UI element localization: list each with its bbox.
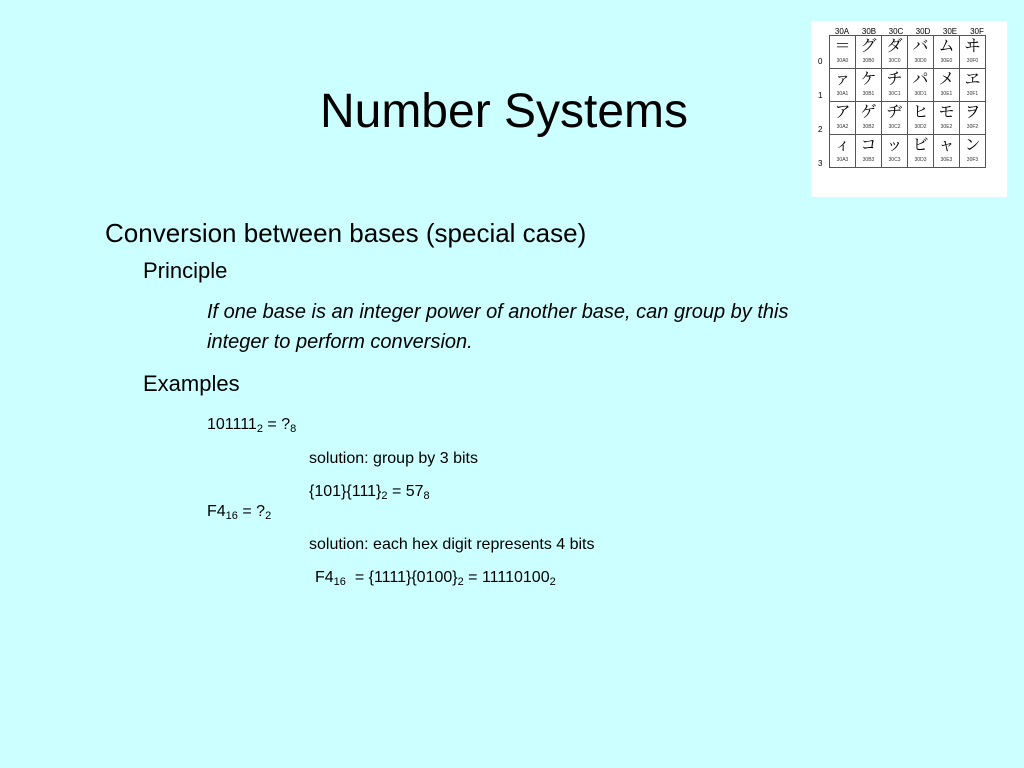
chart-cell	[830, 69, 856, 102]
example2-groups: = {1111}{0100}	[345, 569, 458, 586]
code-point: 30A2	[836, 124, 849, 130]
example1-answer-base: 8	[423, 490, 430, 502]
chart-cell	[882, 135, 908, 168]
code-point: 30A3	[836, 157, 849, 163]
code-point: 30C3	[888, 157, 901, 163]
code-point: 30B0	[862, 58, 875, 64]
chart-cell	[908, 102, 934, 135]
chart-cell	[908, 36, 934, 69]
chart-cell	[934, 36, 960, 69]
example1-equals: = ?	[262, 416, 291, 433]
katakana-glyph: ャ	[938, 137, 955, 154]
principle-text: If one base is an integer power of another base, can group by this integer to perform conversion.	[207, 301, 789, 353]
column-header: 30B	[861, 27, 877, 36]
chart-row	[830, 69, 986, 102]
katakana-glyph: ケ	[860, 71, 877, 88]
katakana-glyph: チ	[886, 71, 903, 88]
row-header: 0	[818, 57, 823, 66]
example2-groups-base: 2	[457, 576, 464, 588]
example1-solution: solution: group by 3 bits	[309, 450, 478, 467]
example2-equals: = ?	[237, 503, 266, 520]
katakana-glyph: パ	[912, 71, 929, 88]
example1-groups: {101}{111}	[309, 483, 382, 500]
section-heading: Conversion between bases (special case)	[105, 218, 587, 248]
chart-cell	[856, 69, 882, 102]
chart-cell	[856, 135, 882, 168]
code-point: 30F1	[966, 91, 979, 97]
chart-cell	[856, 36, 882, 69]
column-header: 30E	[942, 27, 958, 36]
column-header: 30F	[970, 27, 984, 36]
katakana-glyph: ヲ	[964, 104, 981, 121]
katakana-glyph: ィ	[834, 137, 851, 154]
katakana-glyph: バ	[912, 38, 929, 55]
example1-question	[207, 416, 296, 434]
example1-number: 101111	[207, 416, 257, 433]
code-point: 30E3	[940, 157, 953, 163]
katakana-glyph: ヰ	[964, 38, 981, 55]
example2-answer: = 11110100	[463, 569, 550, 586]
code-point: 30A0	[836, 58, 849, 64]
katakana-glyph: ヒ	[912, 104, 929, 121]
code-point: 30A1	[836, 91, 849, 97]
chart-cell	[882, 69, 908, 102]
chart-cell	[830, 36, 856, 69]
katakana-glyph: ン	[964, 137, 981, 154]
example1-answer: = 57	[387, 483, 424, 500]
column-header: 30D	[915, 27, 931, 36]
katakana-glyph: ＝	[834, 38, 851, 55]
code-point: 30B3	[862, 157, 875, 163]
example2-hex-base: 16	[333, 576, 346, 588]
code-point: 30F3	[966, 157, 979, 163]
chart-cell	[908, 135, 934, 168]
column-header: 30A	[834, 27, 850, 36]
example1-groups-base: 2	[381, 490, 388, 502]
katakana-glyph: ヱ	[964, 71, 981, 88]
example2-question	[207, 503, 271, 521]
example2-result	[315, 569, 556, 587]
chart-cell	[934, 69, 960, 102]
katakana-glyph: ダ	[886, 38, 903, 55]
chart-cell	[882, 102, 908, 135]
katakana-glyph: ゲ	[860, 104, 877, 121]
katakana-glyph: ァ	[834, 71, 851, 88]
chart-cell	[960, 69, 986, 102]
katakana-glyph: ッ	[886, 137, 903, 154]
code-point: 30C2	[888, 124, 901, 130]
code-point: 30E1	[940, 91, 953, 97]
code-point: 30E0	[940, 58, 953, 64]
code-point: 30C1	[888, 91, 901, 97]
code-point: 30F0	[966, 58, 979, 64]
row-header: 3	[818, 159, 823, 168]
chart-cell	[960, 36, 986, 69]
code-point: 30D0	[914, 58, 927, 64]
chart-grid	[829, 35, 986, 168]
example1-target-base: 8	[290, 423, 297, 435]
principle-label: Principle	[143, 258, 228, 283]
chart-row	[830, 135, 986, 168]
example2-number: F4	[207, 503, 226, 520]
column-header: 30C	[888, 27, 904, 36]
code-point: 30D2	[914, 124, 927, 130]
code-point: 30C0	[888, 58, 901, 64]
example2-base: 16	[225, 510, 238, 522]
chart-row	[830, 102, 986, 135]
chart-cell	[908, 69, 934, 102]
example2-solution: solution: each hex digit represents 4 bits	[309, 536, 595, 553]
katakana-glyph: ア	[834, 104, 851, 121]
katakana-glyph: ム	[938, 38, 955, 55]
code-point: 30F2	[966, 124, 979, 130]
katakana-glyph: モ	[938, 104, 955, 121]
row-header: 2	[818, 125, 823, 134]
code-point: 30E2	[940, 124, 953, 130]
slide-title: Number Systems	[319, 85, 689, 138]
chart-cell	[830, 135, 856, 168]
example2-target-base: 2	[265, 510, 272, 522]
examples-label: Examples	[143, 371, 240, 396]
katakana-glyph: グ	[860, 38, 877, 55]
example1-base: 2	[256, 423, 263, 435]
chart-cell	[856, 102, 882, 135]
chart-cell	[934, 102, 960, 135]
code-point: 30D3	[914, 157, 927, 163]
chart-cell	[882, 36, 908, 69]
chart-cell	[830, 102, 856, 135]
chart-row	[830, 36, 986, 69]
katakana-glyph: ビ	[912, 137, 929, 154]
katakana-glyph: コ	[860, 137, 877, 154]
katakana-glyph: ヂ	[886, 104, 903, 121]
code-point: 30D1	[914, 91, 927, 97]
example2-hex: F4	[315, 569, 334, 586]
katakana-glyph: メ	[938, 71, 955, 88]
katakana-code-chart	[811, 21, 1007, 197]
chart-cell	[960, 102, 986, 135]
example2-answer-base: 2	[549, 576, 556, 588]
example1-result	[309, 483, 430, 501]
code-point: 30B2	[862, 124, 875, 130]
row-header: 1	[818, 91, 823, 100]
chart-cell	[934, 135, 960, 168]
chart-cell	[960, 135, 986, 168]
code-point: 30B1	[862, 91, 875, 97]
